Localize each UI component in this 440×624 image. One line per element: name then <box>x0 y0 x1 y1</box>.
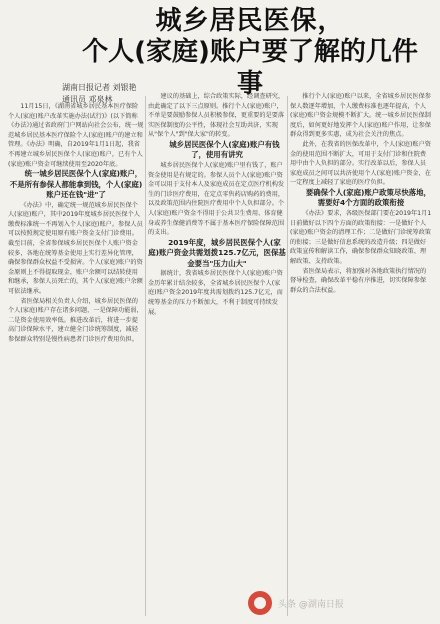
paragraph: 《办法》中，确定统一规范城乡居民医保个人(家庭)账户，其中2019年度城乡居民医保个人缴费标准统一不再划入个人(家庭)账户。参保人员可以按照规定使用原有账户资金支付门诊费用。截至目前，全省参保城乡居民医保个人账户资金较多，各地在统筹基金使用上实行差异化管理，确保参保群众权益不受损害。个人(家庭)账户的资金原则上不得提取现金，账户余额可以结转使用和继承，参保人员死亡的，其个人(家庭)账户余额可依法继承。 <box>8 201 143 295</box>
subhead-1: 统一城乡居民医保个人(家庭)账户，不是所有参保人都能拿到钱，个人(家庭)账户还在钱"进"了 <box>9 169 143 200</box>
article-column-1 <box>8 102 144 616</box>
watermark <box>248 588 438 618</box>
paragraph: 此外，在我省的医保改革中，个人(家庭)账户资金的使用范围不断扩大，可用于支付门诊和住院费用中由个人负担的部分。实行改革以后，参保人员家庭成员之间可以共济使用个人(家庭)账户资金，在一定程度上减轻了家庭的医疗负担。 <box>290 140 431 187</box>
column-divider-2 <box>287 96 288 616</box>
headline-line-2: 个人(家庭)账户要了解的几件事 <box>82 37 418 99</box>
paragraph: 省医保局表示，将加强对各地政策执行情况的督导检查，确保改革平稳有序推进，切实保障参保群众的合法权益。 <box>290 267 427 294</box>
paragraph: 据统计，我省城乡居民医保个人(家庭)账户资金历年累计结余较多，全省城乡居民医保个人(家庭)账户资金2019年度共需划拨约125.7亿元，而统筹基金的压力不断加大，不利于制度可持续发展。 <box>148 270 283 316</box>
paragraph: 推行个人(家庭)账户以来，全省城乡居民医保参保人数逐年增加，个人缴费标准也逐年提高，个人(家庭)账户资金规模不断扩大。统一城乡居民医保制度后，如何更好地发挥个人(家庭)账户作用，让参保群众得到更多实惠，成为社会关注的焦点。 <box>290 93 431 139</box>
article-column-2 <box>148 92 286 616</box>
subhead-3: 2019年度，城乡居民医保个人(家庭)账户资金共需划拨125.7亿元，医保基金要当"压力山大" <box>148 237 286 268</box>
paragraph: 省医保局相关负责人介绍，城乡居民医保的个人(家庭)账户存在诸多问题，一是保障功能弱，二是资金使用效率低。推进改革后，将进一步提高门诊保障水平，建立健全门诊统筹制度，减轻参保群众特别是慢性病患者门诊医疗费用负担。 <box>8 297 143 343</box>
watermark-text: 头条 @湖南日报 <box>278 599 344 610</box>
column-divider-1 <box>145 96 146 616</box>
subhead-2: 城乡居民医保个人(家庭)账户有钱了，使用有讲究 <box>169 139 280 160</box>
subhead-4: 要确保个人(家庭)账户政策尽快落地，需要好4个方面的政策衔接 <box>305 187 431 208</box>
article-column-3 <box>290 92 432 616</box>
lead-paragraph: 11月15日，《湖南省城乡居民基本医疗保险个人(家庭)账户改革实施办法(试行)》(以下简称《办法》)通过省政府门户网站向社会公布，统一规范城乡居民基本医疗保险个人(家庭)账户的建立和管理。《办法》明确，自2019年1月1日起，我省不再建立城乡居民医保个人(家庭)账户，已有个人(家庭)账户资金可继续使用至2020年底。 <box>8 103 144 168</box>
paragraph: 《办法》要求，各级医保部门要在2019年1月1日前做好以下四个方面的政策衔接：一是做好个人(家庭)账户资金的清理工作；二是做好门诊统筹政策的衔接；三是做好信息系统的改造升级；四是做好政策宣传和解读工作，确保参保群众知晓政策、理解政策、支持政策。 <box>290 209 432 265</box>
byline-reporter: 湖南日报记者 刘银艳 <box>62 83 137 92</box>
toutiao-logo-icon <box>248 591 272 615</box>
paragraph: 建议的基础上，综合政策实际，经调查研究，由此确定了以下三点原则。推行个人(家庭)账户，不单是要鼓励参保人员积极参保，更重要的是要落实医保制度的公平性，体现社会互助共济，实现从"保个人"到"保大家"的转变。 <box>148 93 285 139</box>
byline-correspondent: 通讯员 邓泉林 <box>62 95 113 104</box>
paragraph: 城乡居民医保个人(家庭)账户里有钱了，账户资金使用是有规定的。参保人员个人(家庭)账户资金可以用于支付本人及家庭成员在定点医疗机构发生的门诊医疗费用，在定点零售药店购药的费用，以及政策范围内住院医疗费用中个人负担部分。个人(家庭)账户资金不得用于公共卫生费用、体育健身或养生保健消费等不属于基本医疗保险保障范围的支出。 <box>148 161 285 237</box>
headline-line-1: 城乡居民医保， <box>155 6 345 36</box>
